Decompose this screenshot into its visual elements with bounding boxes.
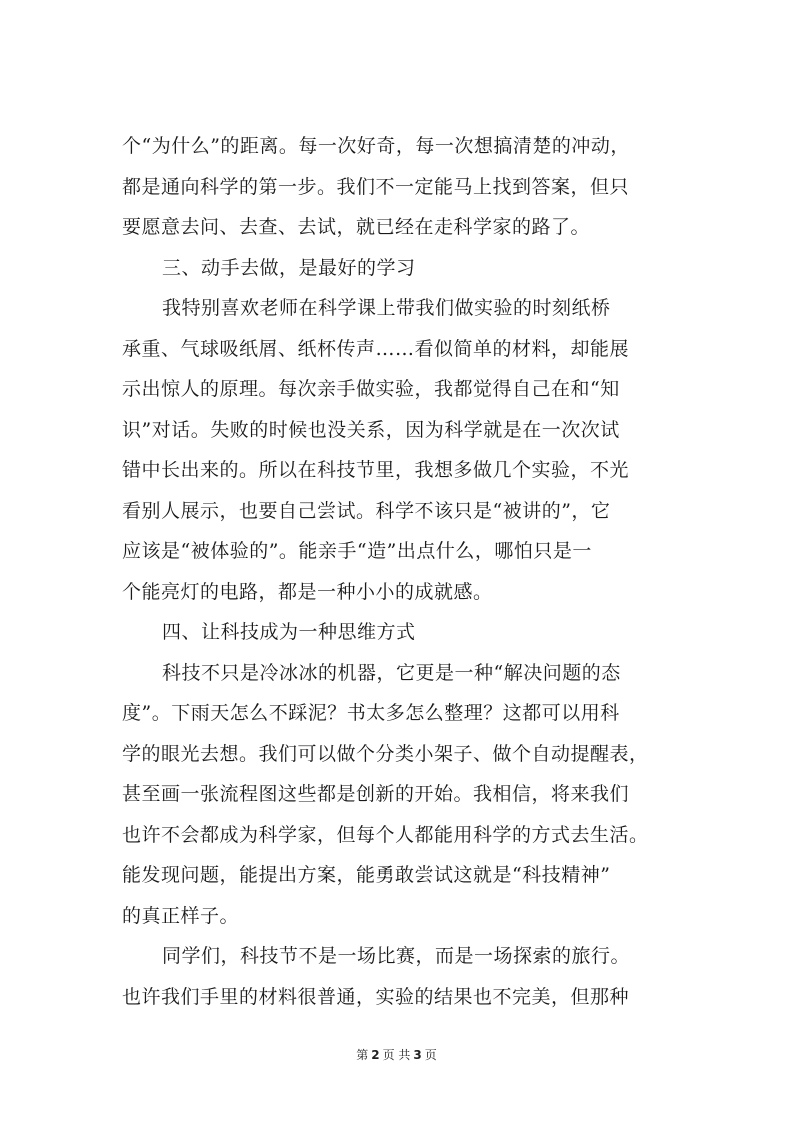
page-footer — [0, 1046, 793, 1063]
text-line: 的真正样子。 — [122, 904, 240, 927]
text-line: 看别人展示，也要自己尝试。科学不该只是“被讲的”，它 — [122, 499, 611, 522]
page-footer-suffix: 页 — [424, 1048, 437, 1062]
text-line: 度”。下雨天怎么不踩泥？书太多怎么整理？这都可以用科 — [122, 702, 620, 724]
text-line: 也许不会都成为科学家，但每个人都能用科学的方式去生活。 — [122, 823, 649, 846]
text-line: 示出惊人的原理。每次亲手做实验，我都觉得自己在和“知 — [122, 378, 620, 400]
text-line: 同学们，科技节不是一场比赛，而是一场探索的旅行。 — [162, 945, 631, 967]
text-line: 甚至画一张流程图这些都是创新的开始。我相信，将来我们 — [122, 783, 630, 805]
text-line: 应该是“被体验的”。能亲手“造”出点什么，哪怕只是一 — [122, 540, 592, 562]
body-text — [122, 126, 682, 1017]
page-footer-prefix: 第 — [356, 1048, 369, 1062]
total-page-count: 3 — [413, 1048, 422, 1062]
text-line: 个“为什么”的距离。每一次好奇，每一次想搞清楚的冲动， — [122, 135, 630, 157]
text-line: 都是通向科学的第一步。我们不一定能马上找到答案，但只 — [122, 175, 630, 198]
current-page-number: 2 — [371, 1048, 380, 1062]
text-line: 错中长出来的。所以在科技节里，我想多做几个实验，不光 — [122, 459, 630, 481]
text-line: 四、让科技成为一种思维方式 — [162, 621, 416, 643]
text-line: 要愿意去问、去查、去试，就已经在走科学家的路了。 — [122, 216, 591, 238]
text-line: 承重、气球吸纸屑、纸杯传声……看似简单的材料，却能展 — [122, 337, 630, 360]
text-line: 能发现问题，能提出方案，能勇敢尝试这就是“科技精神” — [122, 864, 611, 886]
text-line: 学的眼光去想。我们可以做个分类小架子、做个自动提醒表， — [122, 742, 649, 765]
page-footer-middle: 页 共 — [382, 1048, 411, 1062]
text-line: 科技不只是冷冰冰的机器，它更是一种“解决问题的态 — [162, 661, 621, 684]
text-line: 我特别喜欢老师在科学课上带我们做实验的时刻纸桥 — [162, 297, 611, 319]
text-line: 三、动手去做，是最好的学习 — [162, 256, 416, 279]
text-line: 个能亮灯的电路，都是一种小小的成就感。 — [122, 580, 493, 603]
text-line: 也许我们手里的材料很普通，实验的结果也不完美，但那种 — [122, 985, 630, 1008]
text-line: 识”对话。失败的时候也没关系，因为科学就是在一次次试 — [122, 418, 620, 441]
